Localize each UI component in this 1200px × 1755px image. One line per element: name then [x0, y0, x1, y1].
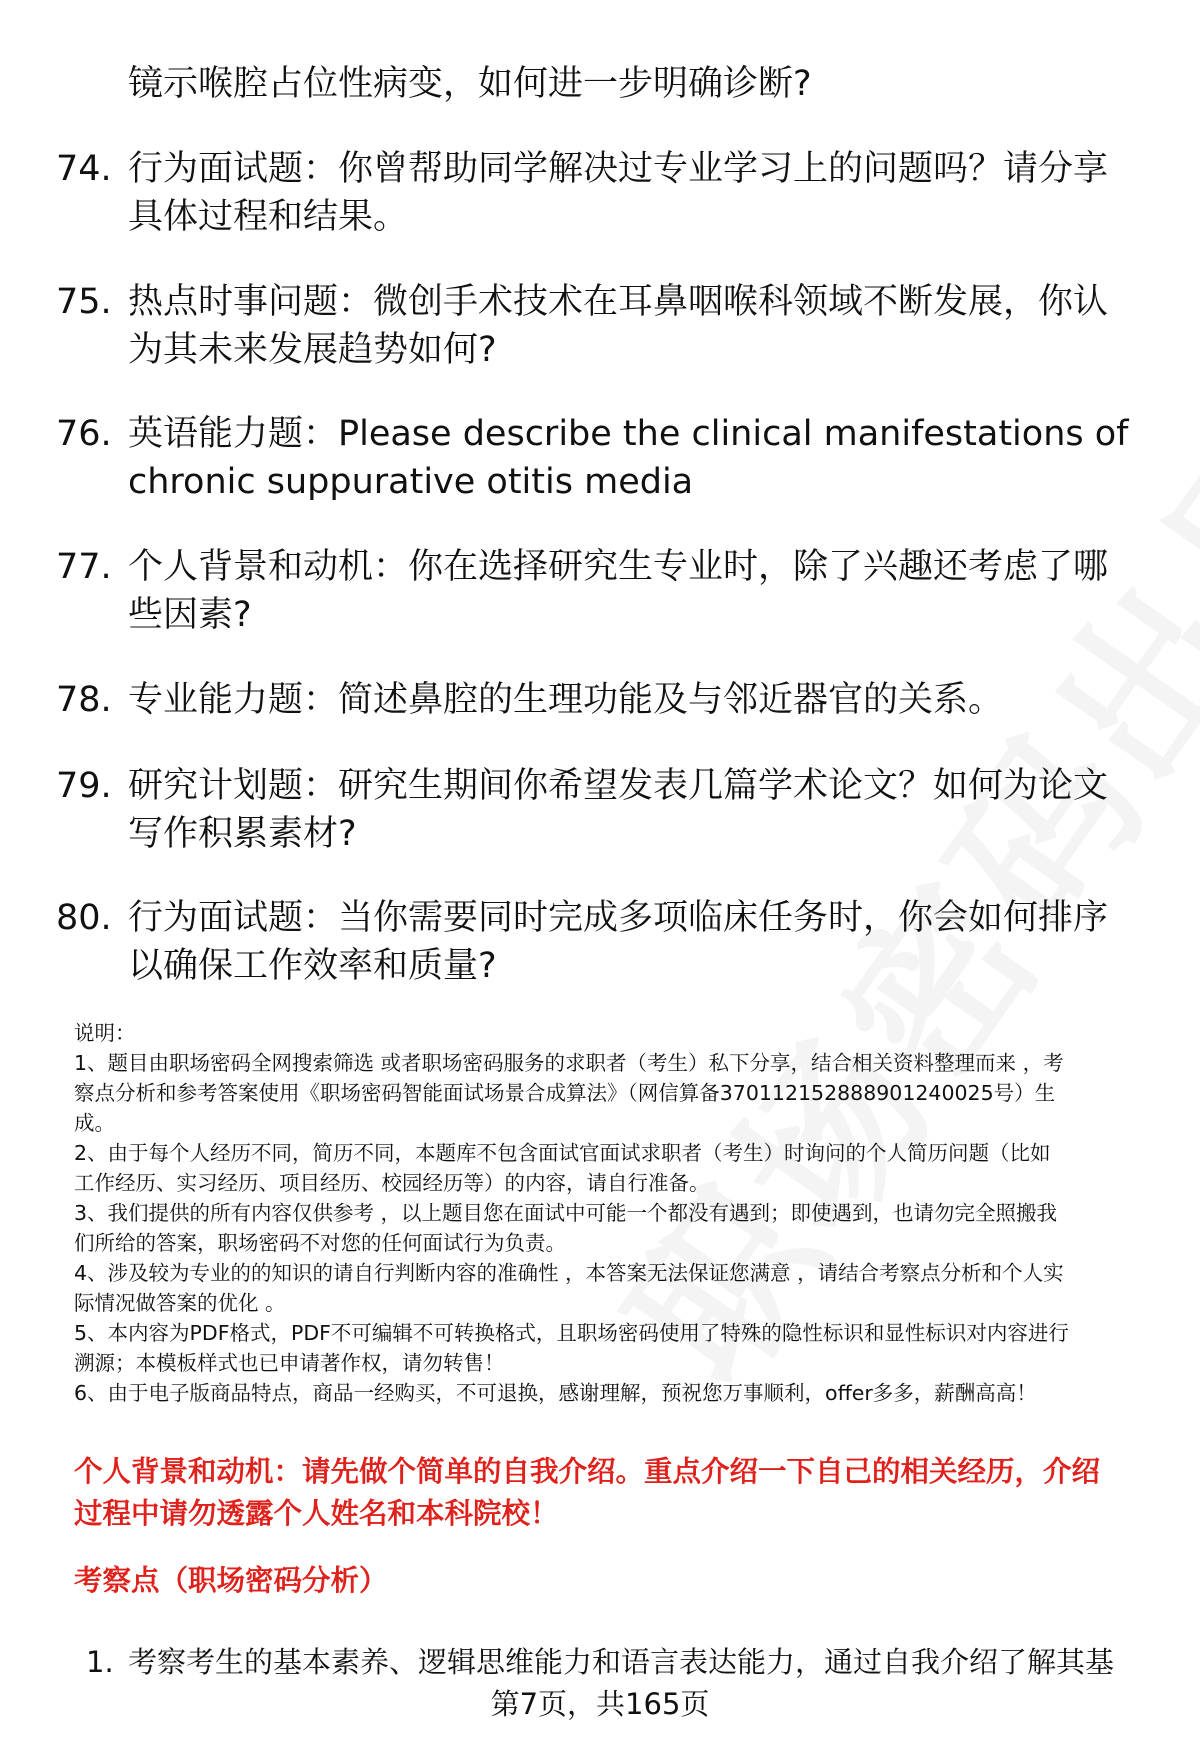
question-continuation: 镜示喉腔占位性病变，如何进一步明确诊断? — [128, 64, 812, 104]
analysis-item-text: 考察考生的基本素养、逻辑思维能力和语言表达能力，通过自我介绍了解其基 — [128, 1645, 1115, 1679]
notes-line: 工作经历、实习经历、项目经历、校园经历等）的内容，请自行准备。 — [74, 1171, 710, 1195]
notes-title: 说明： — [74, 1021, 136, 1045]
question-text: 些因素? — [128, 595, 252, 635]
notes-line: 际情况做答案的优化 。 — [74, 1291, 286, 1315]
question-text: 具体过程和结果。 — [128, 197, 409, 237]
question-number: 75. — [56, 282, 112, 322]
notes-line: 成。 — [74, 1111, 115, 1135]
notes-line: 2、由于每个人经历不同，简历不同，本题库不包含面试官面试求职者（考生）时询问的个人简历问题（比如 — [74, 1141, 1051, 1165]
question-text: 以确保工作效率和质量? — [128, 946, 497, 986]
question-text: 专业能力题：简述鼻腔的生理功能及与邻近器官的关系。 — [128, 680, 1004, 720]
highlight-question-line: 个人背景和动机：请先做个简单的自我介绍。重点介绍一下自己的相关经历，介绍 — [74, 1455, 1101, 1488]
question-number: 74. — [56, 149, 112, 189]
page-footer: 第7页，共165页 — [490, 1687, 710, 1721]
question-text: 写作积累素材? — [128, 814, 357, 854]
question-number: 80. — [56, 898, 112, 938]
notes-line: 1、题目由职场密码全网搜索筛选 或者职场密码服务的求职者（考生）私下分享，结合相关资料整理而来 ，考 — [74, 1051, 1064, 1075]
notes-line: 6、由于电子版商品特点，商品一经购买，不可退换，感谢理解，预祝您万事顺利，offer多多，薪酬高高！ — [74, 1381, 1037, 1405]
question-number: 76. — [56, 414, 112, 454]
question-text: 为其未来发展趋势如何? — [128, 330, 497, 370]
question-text: 个人背景和动机：你在选择研究生专业时，除了兴趣还考虑了哪 — [128, 547, 1109, 587]
notes-line: 5、本内容为PDF格式，PDF不可编辑不可转换格式，且职场密码使用了特殊的隐性标识和显性标识对内容进行 — [74, 1321, 1069, 1345]
notes-line: 察点分析和参考答案使用《职场密码智能面试场景合成算法》（网信算备370112152888901240025号）生 — [74, 1081, 1056, 1105]
question-number: 78. — [56, 680, 112, 720]
question-number: 79. — [56, 766, 112, 806]
question-text: 热点时事问题：微创手术技术在耳鼻咽喉科领域不断发展，你认 — [128, 282, 1109, 322]
highlight-question-line: 过程中请勿透露个人姓名和本科院校！ — [74, 1497, 559, 1530]
question-number: 77. — [56, 547, 112, 587]
question-text: 研究计划题：研究生期间你希望发表几篇学术论文？如何为论文 — [128, 766, 1109, 806]
analysis-heading: 考察点（职场密码分析） — [74, 1564, 388, 1597]
notes-line: 4、涉及较为专业的的知识的请自行判断内容的准确性 ，本答案无法保证您满意 ，请结合考察点分析和个人实 — [74, 1261, 1064, 1285]
notes-line: 溯源；本模板样式也已申请著作权，请勿转售！ — [74, 1351, 505, 1375]
question-text: 英语能力题：Please describe the clinical manifestations of — [128, 414, 1129, 454]
question-text: 行为面试题：当你需要同时完成多项临床任务时，你会如何排序 — [128, 898, 1109, 938]
analysis-item-number: 1. — [86, 1645, 114, 1679]
question-text: 行为面试题：你曾帮助同学解决过专业学习上的问题吗？请分享 — [128, 149, 1109, 189]
notes-line: 们所给的答案，职场密码不对您的任何面试行为负责。 — [74, 1231, 566, 1255]
notes-line: 3、我们提供的所有内容仅供参考 ，以上题目您在面试中可能一个都没有遇到；即使遇到，也请勿完全照搬我 — [74, 1201, 1058, 1225]
question-text: chronic suppurative otitis media — [128, 462, 694, 502]
